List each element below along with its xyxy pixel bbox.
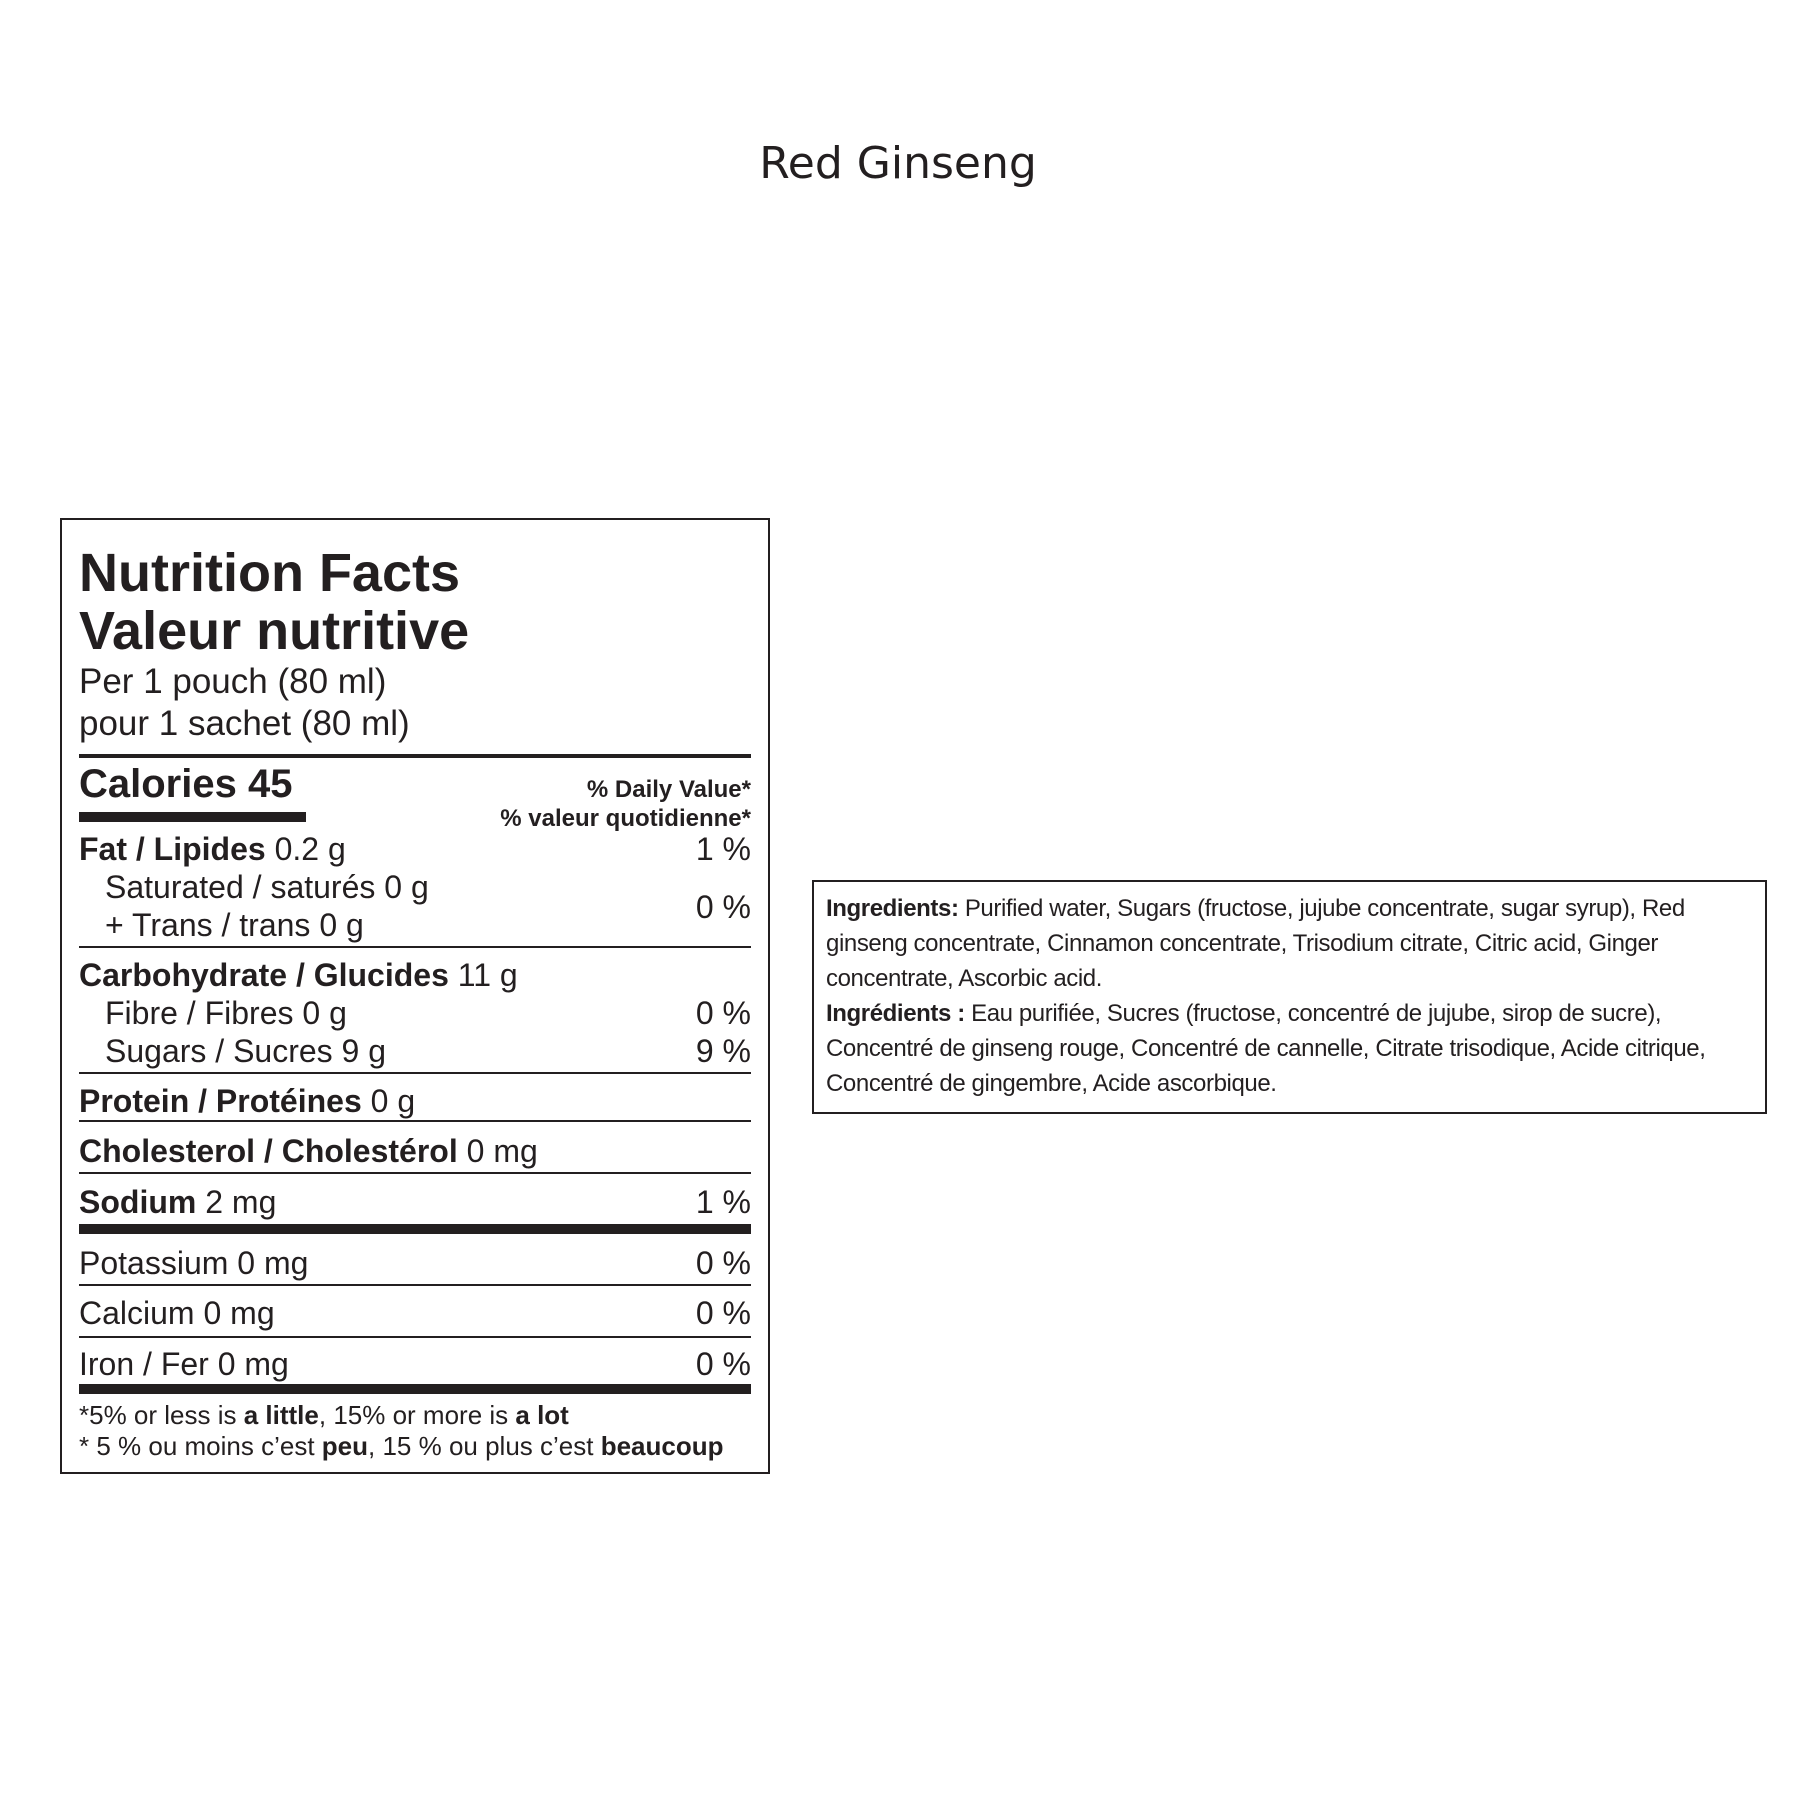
footnote-fr-bold-2: beaucoup (600, 1431, 724, 1461)
footnote-fr-text-1: * 5 % ou moins c’est (79, 1431, 322, 1461)
sodium-amount: 2 mg (205, 1184, 277, 1220)
calories-underline (79, 812, 306, 822)
nutrition-heading-en: Nutrition Facts (79, 543, 461, 603)
iron-dv: 0 % (695, 1346, 751, 1382)
serving-size-fr: pour 1 sachet (80 ml) (79, 704, 410, 743)
ingredients-fr (826, 996, 1753, 1101)
carbohydrate-row (79, 956, 751, 994)
cholesterol-divider (79, 1172, 751, 1174)
iron-label: Iron / Fer (79, 1346, 209, 1382)
fat-dv: 1 % (695, 831, 751, 867)
sodium-row (79, 1183, 751, 1221)
footnote-en-text-1: *5% or less is (79, 1400, 244, 1430)
protein-amount: 0 g (370, 1083, 416, 1119)
fibre-dv: 0 % (695, 995, 751, 1031)
cholesterol-amount: 0 mg (466, 1133, 538, 1169)
cholesterol-row (79, 1132, 751, 1170)
saturated-row (79, 868, 751, 906)
daily-value-header-en: % Daily Value* (586, 776, 751, 803)
sugars-label: Sugars / Sucres (105, 1033, 333, 1069)
sugars-row (79, 1032, 751, 1070)
carbohydrate-amount: 11 g (457, 957, 518, 993)
sodium-label: Sodium (79, 1184, 197, 1220)
iron-thick-divider (79, 1384, 751, 1394)
fat-amount: 0.2 g (274, 831, 346, 867)
sodium-thick-divider (79, 1224, 751, 1234)
saturated-amount: 0 g (384, 869, 429, 905)
carbohydrate-label: Carbohydrate / Glucides (79, 957, 449, 993)
footnote-en-bold-1: a little (243, 1400, 319, 1430)
potassium-dv: 0 % (695, 1245, 751, 1281)
footnote-en-text-2: , 15% or more is (318, 1400, 516, 1430)
calcium-divider (79, 1336, 751, 1338)
footnote-fr-text-2: , 15 % ou plus c’est (368, 1431, 601, 1461)
protein-divider (79, 1120, 751, 1122)
footnote-fr-bold-1: peu (321, 1431, 369, 1461)
daily-value-header-fr: % valeur quotidienne* (500, 805, 751, 832)
ingredients-en (826, 891, 1753, 996)
protein-row (79, 1082, 751, 1120)
serving-divider (79, 754, 751, 758)
footnote-en-bold-2: a lot (515, 1400, 569, 1430)
protein-label: Protein / Protéines (79, 1083, 362, 1119)
trans-label: + Trans / trans (105, 907, 311, 943)
potassium-label: Potassium (79, 1245, 229, 1281)
serving-size-en: Per 1 pouch (80 ml) (79, 662, 387, 701)
calories-value: 45 (247, 762, 293, 806)
fibre-amount: 0 g (302, 995, 347, 1031)
calories-label: Calories (79, 762, 237, 806)
calcium-row (79, 1294, 751, 1332)
carbohydrate-divider (79, 1072, 751, 1074)
nutrition-heading-fr: Valeur nutritive (79, 601, 470, 661)
product-title: Red Ginseng (759, 138, 1037, 189)
fat-row (79, 830, 751, 868)
ingredients-fr-text: Eau purifiée, Sucres (fructose, concentré de jujube, sirop de sucre), Concentré de ginseng rouge, Concentré de cannelle, Citrate trisodique, Acide citrique, Concentré de gingembre, Acide ascorbique. (826, 1000, 1706, 1097)
footnote-fr (79, 1431, 751, 1462)
calcium-label: Calcium (79, 1295, 195, 1331)
potassium-divider (79, 1284, 751, 1286)
iron-row (79, 1345, 751, 1383)
cholesterol-label: Cholesterol / Cholestérol (79, 1133, 458, 1169)
ingredients-en-text: Purified water, Sugars (fructose, jujube concentrate, sugar syrup), Red ginseng concentrate, Cinnamon concentrate, Trisodium citrate, Citric acid, Ginger concentrate, Ascorbic acid. (826, 895, 1685, 992)
saturated-label: Saturated / saturés (105, 869, 376, 905)
fibre-row (79, 994, 751, 1032)
potassium-amount: 0 mg (237, 1245, 309, 1281)
sodium-dv: 1 % (695, 1184, 751, 1220)
fat-divider (79, 946, 751, 948)
ingredients-box (812, 880, 1767, 1114)
sugars-amount: 9 g (341, 1033, 387, 1069)
calcium-dv: 0 % (695, 1295, 751, 1331)
ingredients-fr-label: Ingrédients : (826, 1000, 965, 1027)
nutrition-facts-panel (60, 518, 770, 1474)
potassium-row (79, 1244, 751, 1282)
sugars-dv: 9 % (695, 1033, 751, 1069)
iron-amount: 0 mg (217, 1346, 289, 1382)
ingredients-en-label: Ingredients: (826, 895, 959, 922)
footnote-en (79, 1400, 751, 1431)
trans-row (79, 906, 751, 944)
calcium-amount: 0 mg (203, 1295, 275, 1331)
fat-label: Fat / Lipides (79, 831, 266, 867)
sat-trans-dv: 0 % (695, 889, 751, 925)
trans-amount: 0 g (319, 907, 364, 943)
fibre-label: Fibre / Fibres (105, 995, 294, 1031)
